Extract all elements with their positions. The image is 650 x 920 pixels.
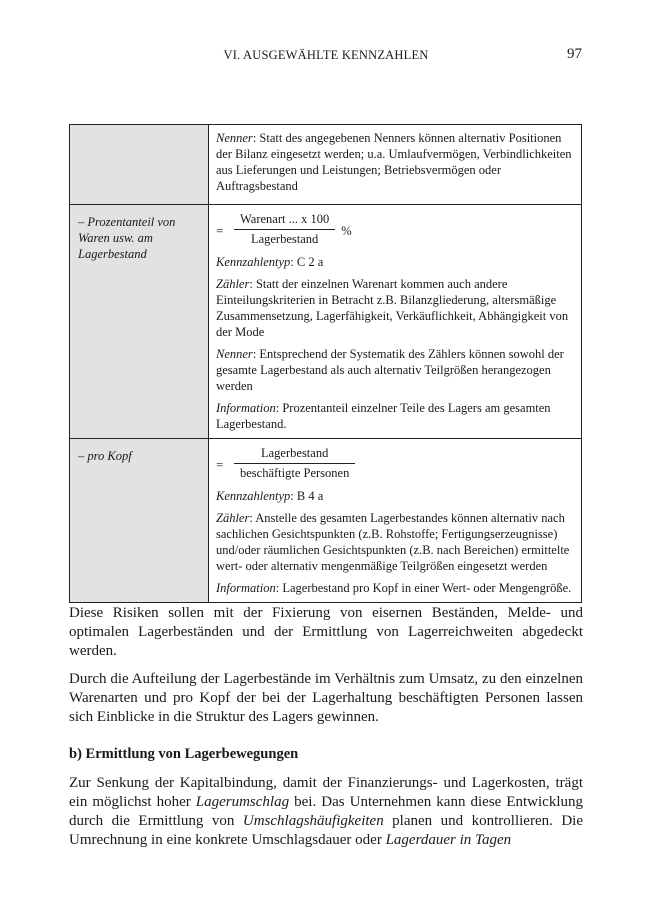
- page-number: 97: [567, 46, 582, 62]
- body-text: [69, 604, 583, 859]
- formula: = $\frac{\text{Lagerbestand}}{\text{beschäftigte Personen}}$: [216, 444, 575, 482]
- paragraph: Durch die Aufteilung der Lagerbestände im Verhältnis zum Umsatz, zu den einzelnen Warenarten und pro Kopf der bei der Lagerhaltung beschäftigten Personen lassen sich Einblicke in die Struktur des Lagers gewinnen.: [69, 671, 583, 725]
- row-content: [209, 205, 582, 439]
- kennzahlen-table: [69, 124, 582, 603]
- paragraph: Zur Senkung der Kapitalbindung, damit der Finanzierungs- und Lagerkosten, trägt ein möglichst hoher Lagerumschlag bei. Das Unternehmen kann diese Entwicklung durch die Ermittlung von Umschlagshäufigkeiten planen und kontrollieren. Die Umrechnung in eine konkrete Umschlagsdauer oder Lagerdauer in Tagen: [69, 775, 583, 848]
- zaehler-note: Zähler: Anstelle des gesamten Lagerbestandes können alternativ nach sachlichen Gesichtspunkten (z.B. Rohstoffe; Fertigungserzeugnisse) und/oder räumlichen Gesichtspunkten (z.B. nach Bereichen) ermittelte wert- oder alternativ mengenmäßige Teilgrößen eingesetzt werden: [216, 511, 570, 573]
- kennzahlentyp: Kennzahlentyp: C 2 a: [216, 255, 324, 269]
- nenner-note: Nenner: Entsprechend der Systematik des Zählers können sowohl der gesamte Lagerbestand als auch alternativ Teilgrößen herangezogen werden: [216, 347, 564, 393]
- table-row: [70, 125, 582, 205]
- row-label: [70, 125, 209, 205]
- formula-numerator: Warenart ... x 100: [234, 212, 335, 230]
- table-row: [70, 439, 582, 603]
- row-label: – pro Kopf: [70, 439, 209, 603]
- running-title: VI. AUSGEWÄHLTE KENNZAHLEN: [223, 48, 429, 62]
- formula-denominator: beschäftigte Personen: [240, 465, 350, 480]
- formula: = $\frac{\text{Warenart ... x 100}}{\text{Lagerbestand}}$ %: [216, 211, 352, 246]
- zaehler-note: Zähler: Statt der einzelnen Warenart kommen auch andere Einteilungskriterien in Betracht z.B. Bilanzgliederung, altersmäßige Zusammensetzung, Lagerfähigkeit, Verkäuflichkeit, Abhängigkeit von der Mode: [216, 277, 569, 339]
- page-header: [70, 48, 582, 68]
- information-note: Information: Prozentanteil einzelner Teile des Lagers am gesamten Lagerbestand.: [216, 401, 551, 431]
- paragraph: Diese Risiken sollen mit der Fixierung von eisernen Beständen, Melde- und optimalen Lagerbeständen und der Ermittlung von Lagerreichweiten abgedeckt werden.: [69, 605, 583, 659]
- kennzahlentyp: Kennzahlentyp: B 4 a: [216, 489, 324, 503]
- nenner-note: Nenner: Statt des angegebenen Nenners können alternativ Positionen der Bilanz eingesetzt werden; u.a. Umlaufvermögen, Verbindlichkeiten aus Lieferungen und Leistungen; Betriebsvermögen oder Auftragsbestand: [216, 131, 572, 193]
- formula-denominator: Lagerbestand: [250, 231, 319, 246]
- information-note: Information: Lagerbestand pro Kopf in einer Wert- oder Mengengröße.: [216, 581, 572, 595]
- table-row: [70, 205, 582, 439]
- row-content: [209, 125, 582, 205]
- row-content: [209, 439, 582, 603]
- row-label: – Prozentanteil von Waren usw. am Lagerbestand: [70, 205, 209, 439]
- formula-numerator: Lagerbestand: [234, 446, 355, 464]
- section-heading: b) Ermittlung von Lagerbewegungen: [69, 746, 299, 762]
